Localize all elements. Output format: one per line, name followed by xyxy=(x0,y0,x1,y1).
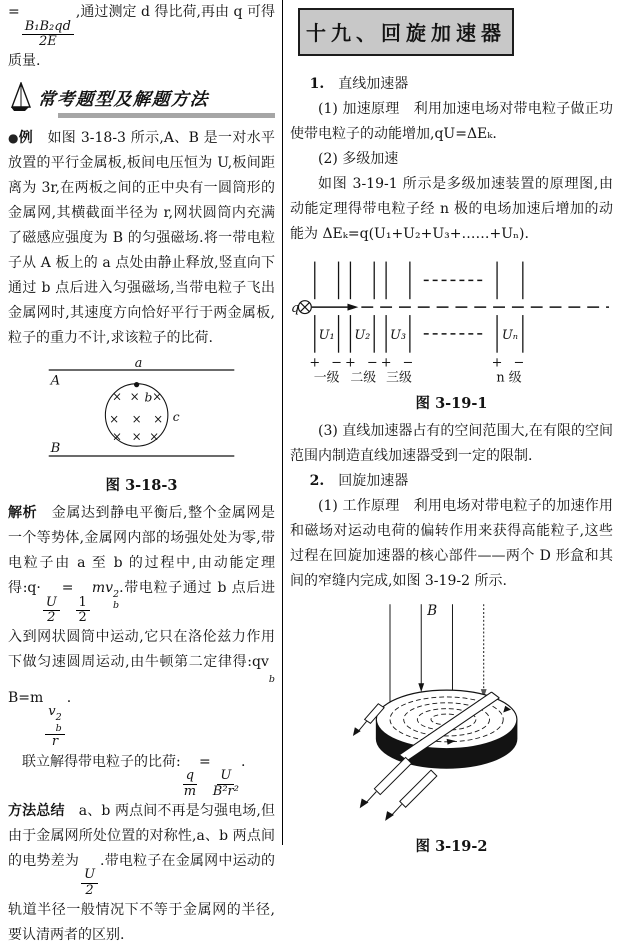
paragraph-multistage-text: 如图 3-19-1 所示是多级加速装置的原理图,由动能定理得带电粒子经 n 极的电场加速后增加的动能为 ΔEₖ=q(U₁+U₂+U₃+……+Uₙ). xyxy=(290,176,613,242)
voltage-Un: Uₙ xyxy=(501,327,518,343)
fraction: v 2 b r xyxy=(45,705,64,749)
voltage-U1: U₁ xyxy=(318,327,335,343)
summary-text-1: a、b 两点间不再是匀强电场,但由于金属网所处位置的对称性,a、b 两点间的电势差为 xyxy=(8,802,275,869)
chapter-title-box xyxy=(298,8,514,56)
label-b: b xyxy=(143,390,152,405)
svg-text:一级: 一级 xyxy=(313,370,340,386)
summary-paragraph xyxy=(8,799,275,948)
section-header xyxy=(8,86,275,118)
formula-lead: = xyxy=(8,4,20,20)
example-bullet-icon: ● xyxy=(8,131,19,146)
label-B: B xyxy=(50,441,60,457)
figure-3-19-1 xyxy=(290,255,613,391)
beam-arrowhead xyxy=(347,304,358,311)
conclusion-paragraph xyxy=(8,750,275,799)
field-cross: × xyxy=(148,429,159,444)
fraction: $\frac{1}{2}$ xyxy=(76,596,90,626)
analysis-text-2: .带电粒子通过 b 点后进入到网状圆筒中运动,它只在洛伦兹力作用下做匀速圆周运动,由牛顿第二定律得:qv xyxy=(8,580,275,671)
field-cross: × xyxy=(152,412,163,427)
svg-text:−: − xyxy=(402,355,414,371)
svg-text:二级: 二级 xyxy=(350,370,377,386)
conclusion-end: . xyxy=(240,753,246,770)
field-cross: × xyxy=(111,389,122,404)
equals-sign: = xyxy=(61,580,74,597)
sup-sub-script: 2 b xyxy=(113,589,120,611)
svg-text:+: + xyxy=(345,355,356,371)
stage-labels xyxy=(314,370,522,385)
field-cross: × xyxy=(129,389,140,404)
example-paragraph xyxy=(8,126,275,351)
summary-text-2: .带电粒子在金属网中运动的轨道半径一般情况下不等于金属网的半径,要认清两者的区别. xyxy=(8,852,276,944)
figure-3-19-2 xyxy=(290,600,613,834)
field-cross: × xyxy=(108,412,119,427)
figure-3-18-3-caption: 图 3-18-3 xyxy=(105,477,178,495)
column-divider xyxy=(282,0,283,845)
field-cross: × xyxy=(111,429,122,444)
voltage-U2: U₂ xyxy=(354,327,371,343)
analysis-text-1: 金属达到静电平衡后,整个金属网是一个等势体,金属网内部的场强处处为零,带电粒子由 a 至 b 的过程中,由动能定理得:q· xyxy=(8,505,275,597)
label-A: A xyxy=(50,373,60,389)
figure-3-19-1-caption: 图 3-19-1 xyxy=(415,395,488,412)
right-column xyxy=(290,0,613,862)
label-c: c xyxy=(172,410,180,425)
carryover-formula-paragraph xyxy=(8,0,275,74)
analysis-paragraph xyxy=(8,501,275,749)
field-cross: × xyxy=(131,412,142,427)
summary-label: 方法总结 xyxy=(8,802,65,819)
left-column xyxy=(8,0,275,948)
field-cross: × xyxy=(131,429,142,444)
sub-script: b xyxy=(268,674,275,686)
fraction: $\frac{\text{B₁B₂qd}}{2E}$ xyxy=(22,20,74,50)
figure-3-19-2-caption: 图 3-19-2 xyxy=(415,838,488,855)
formula-after-text: ,通过测定 d 得比荷,再由 q 可得质量. xyxy=(8,4,275,70)
fraction: $\frac{U}{2}$ xyxy=(81,868,98,898)
mv-term: mv xyxy=(91,580,113,597)
fraction: $\frac{U}{\text{B²r²}}$ xyxy=(212,768,239,799)
svg-text:+: + xyxy=(380,355,392,371)
figure-3-18-3 xyxy=(8,357,275,473)
conclusion-text: 联立解得带电粒子的比荷: xyxy=(8,753,181,770)
equals-sign: = xyxy=(199,753,211,770)
charge-q-label: q xyxy=(290,301,300,317)
analysis-label: 解析 xyxy=(8,505,38,522)
svg-text:+: + xyxy=(491,355,503,371)
example-label: 例 xyxy=(18,130,34,147)
paragraph-cyclotron-principle: (1) 工作原理 利用电场对带电粒子的加速作用和磁场对运动电荷的偏转作用来获得高能粒子,这些过程在回旋加速器的核心部件——两个 D 形盒和其间的窄缝内完成,如图 3-19-2 所示. xyxy=(290,498,613,589)
heading-linear-accelerator: 1. 直线加速器 xyxy=(309,76,409,92)
sailboat-icon xyxy=(8,82,34,116)
chapter-title: 十九、回旋加速器 xyxy=(306,21,506,45)
svg-text:三级: 三级 xyxy=(386,370,412,386)
svg-text:n 级: n 级 xyxy=(496,370,522,386)
field-cross: × xyxy=(151,389,162,404)
fraction: $\frac{q}{m}$ xyxy=(183,768,197,799)
field-B-label: B xyxy=(427,602,438,619)
label-a: a xyxy=(134,357,142,371)
heading-cyclotron: 2. 回旋加速器 xyxy=(309,473,409,489)
analysis-end: . xyxy=(66,689,72,706)
paragraph-accel-principle: (1) 加速原理 利用加速电场对带电粒子做正功使带电粒子的动能增加,qU=ΔEₖ. xyxy=(290,101,613,142)
fraction: $\frac{U}{2}$ xyxy=(43,596,60,626)
svg-text:−: − xyxy=(331,355,342,371)
otimes-particle-icon xyxy=(298,301,311,314)
svg-text:−: − xyxy=(366,355,378,371)
section-header-title: 常考题型及解题方法 xyxy=(37,90,210,111)
analysis-text-3: B=m xyxy=(8,689,44,706)
voltage-U3: U₃ xyxy=(389,327,407,343)
svg-text:−: − xyxy=(513,355,525,371)
polarity-signs xyxy=(309,356,524,371)
svg-text:+: + xyxy=(309,355,321,371)
section-header-underline xyxy=(58,113,275,118)
example-text: 如图 3-18-3 所示,A、B 是一对水平放置的平行金属板,板间电压恒为 U,板间距离为 3r,在两板之间的正中央有一圆筒形的金属网,其横截面半径为 r,网状圆筒内充满了磁感应强度为 B 的匀强磁场.将一带电粒子从 A 板上的 a 点处由静止释放,竖直向下通过 b 点后进入匀强磁场,当带电粒子飞出金属网时,其速度方向恰好平行于两金属板,粒子的重力不计,求该粒子的比荷. xyxy=(8,130,275,347)
paragraph-linear-limit: (3) 直线加速器占有的空间范围大,在有限的空间范围内制造直线加速器受到一定的限制. xyxy=(290,423,613,464)
paragraph-multistage-heading: (2) 多级加速 xyxy=(318,151,399,167)
